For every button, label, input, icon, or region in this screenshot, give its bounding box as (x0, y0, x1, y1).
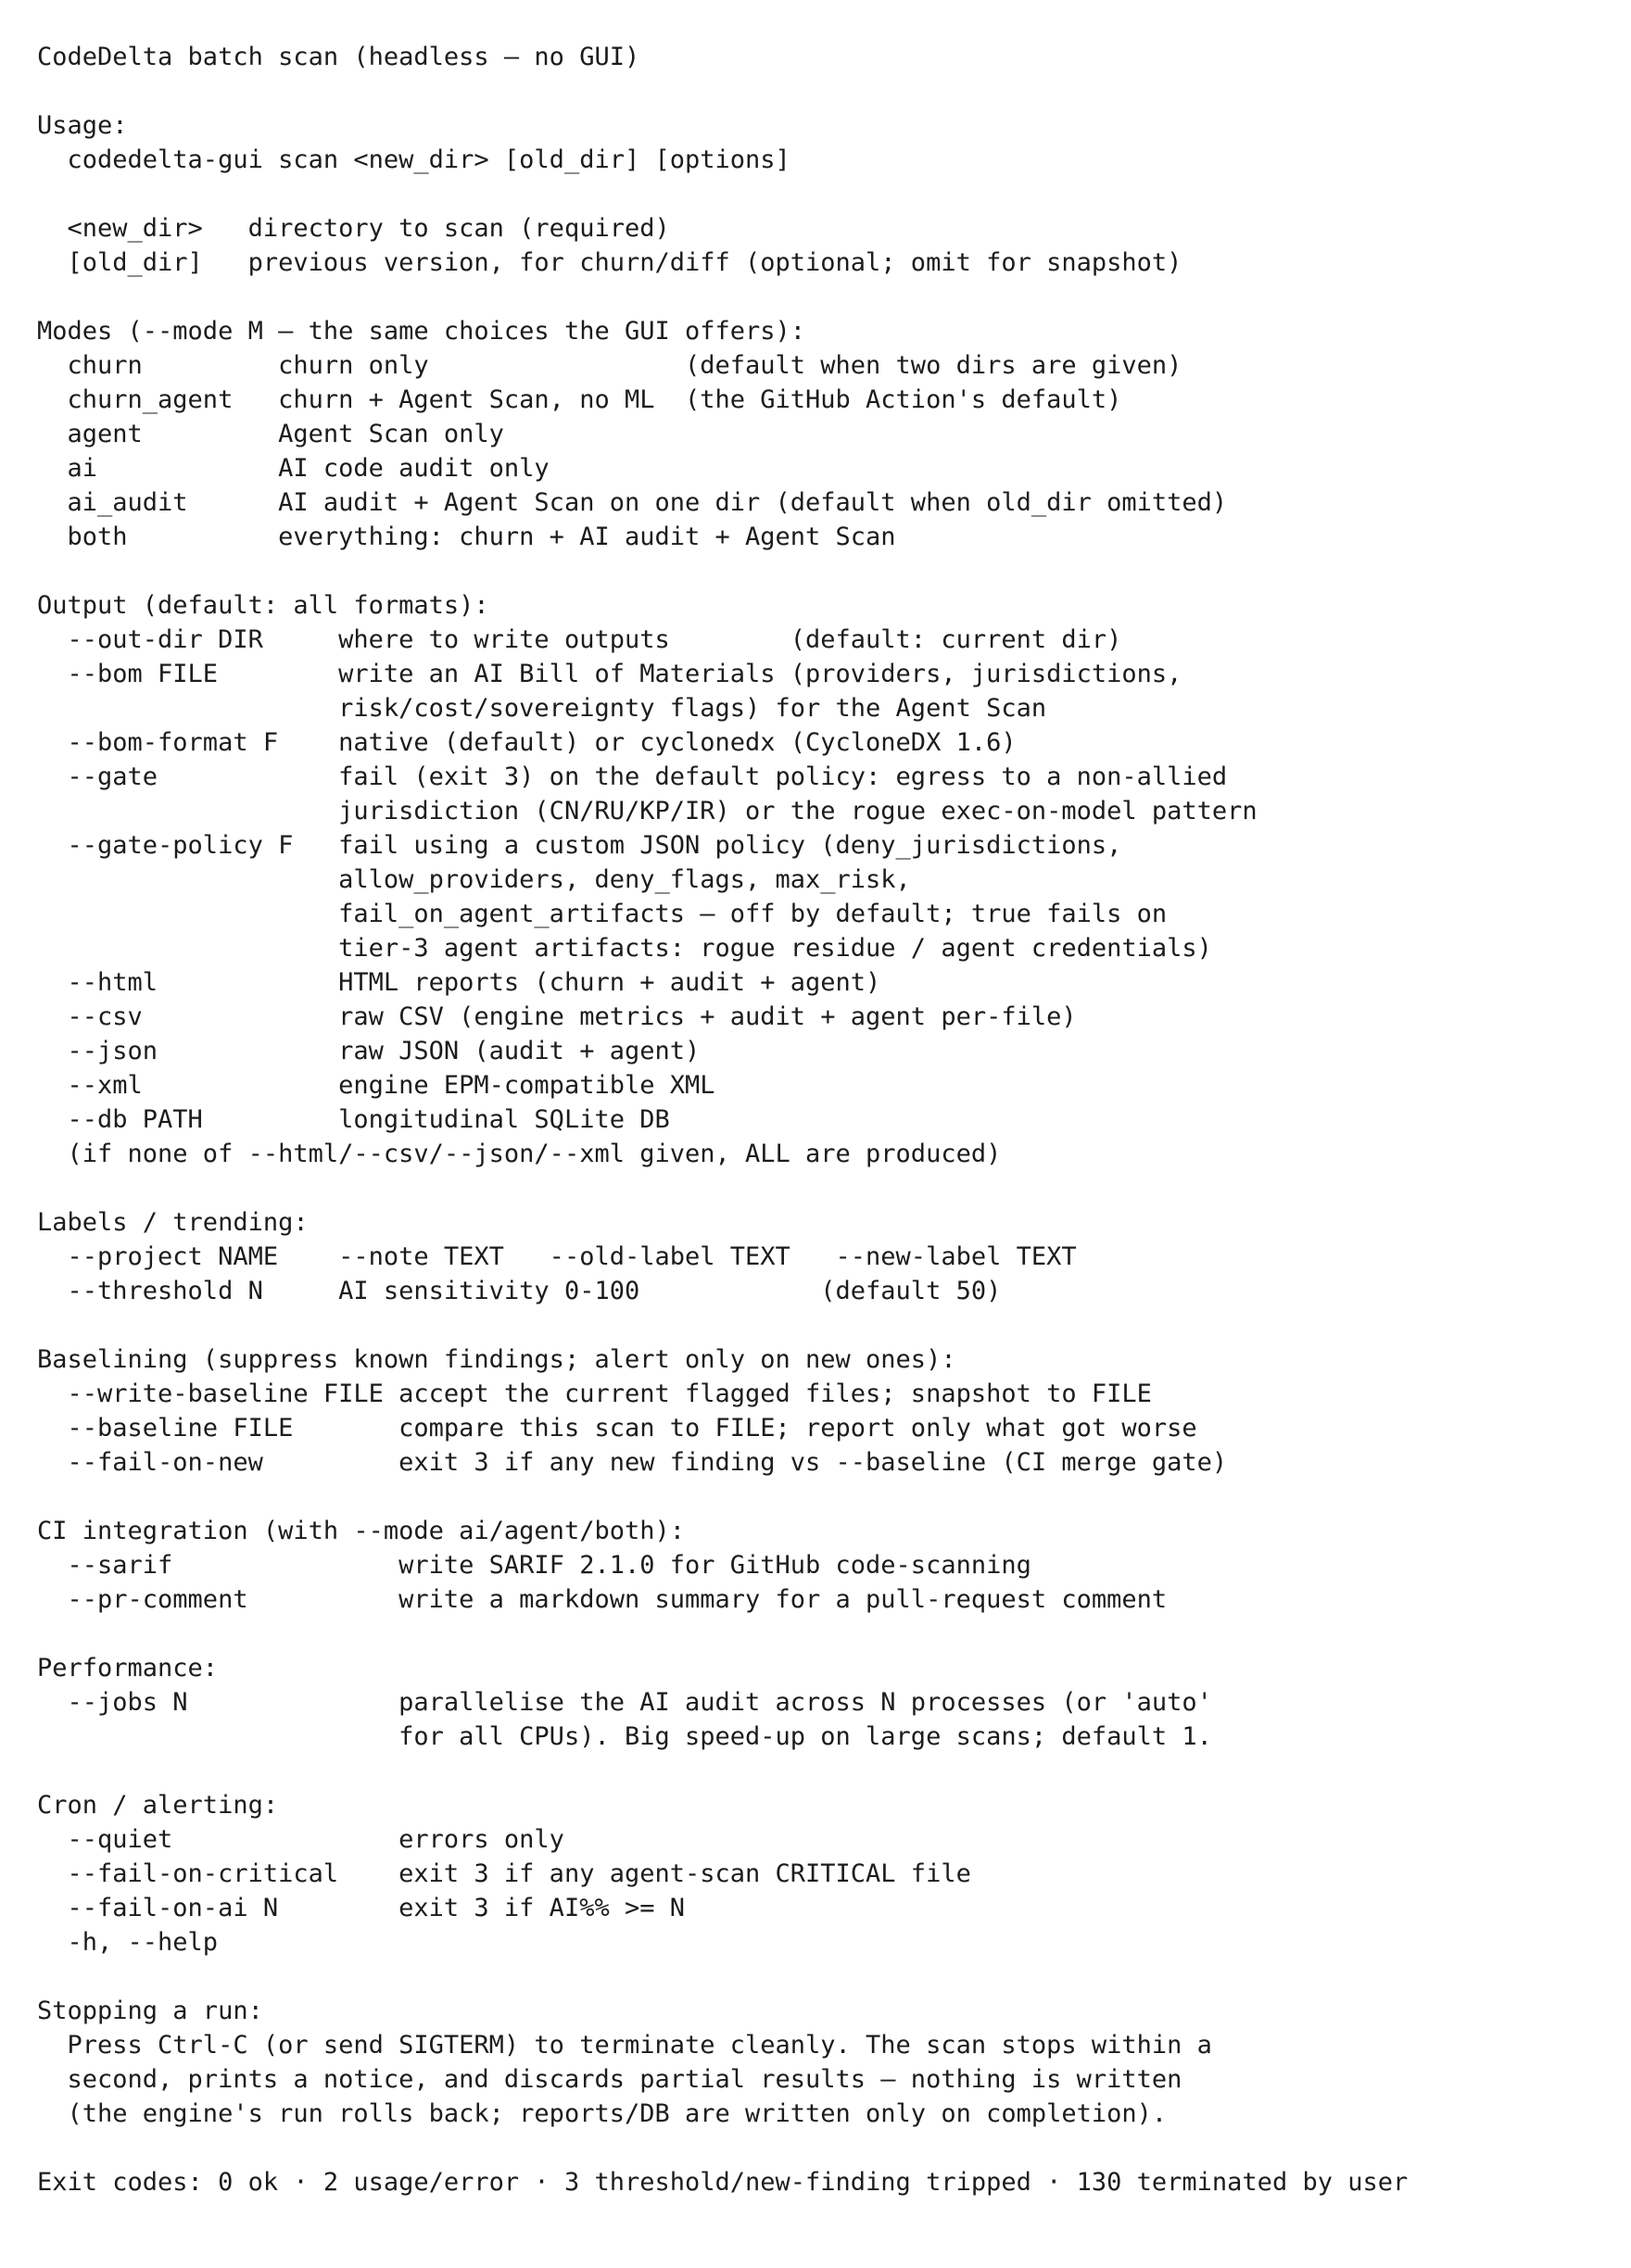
help-line (37, 554, 1631, 588)
help-line: [old_dir] previous version, for churn/diff (optional; omit for snapshot) (37, 248, 1182, 277)
help-line: --gate-policy F fail using a custom JSON policy (deny_jurisdictions, (37, 831, 1122, 860)
help-line: --sarif write SARIF 2.1.0 for GitHub code-scanning (37, 1551, 1031, 1580)
help-line (37, 1171, 1631, 1205)
help-line: --gate fail (exit 3) on the default policy: egress to a non-allied (37, 762, 1228, 791)
help-line: churn_agent churn + Agent Scan, no ML (the GitHub Action's default) (37, 385, 1122, 414)
help-line: --quiet errors only (37, 1825, 564, 1854)
help-line: --fail-on-ai N exit 3 if AI%% >= N (37, 1894, 685, 1922)
help-line: CI integration (with --mode ai/agent/both): (37, 1517, 685, 1545)
help-line: -h, --help (37, 1928, 219, 1957)
help-line: --baseline FILE compare this scan to FILE; report only what got worse (37, 1414, 1197, 1443)
help-line: --bom FILE write an AI Bill of Materials (providers, jurisdictions, (37, 660, 1182, 688)
help-line: Cron / alerting: (37, 1791, 279, 1820)
help-line: Performance: (37, 1654, 219, 1682)
help-line: both everything: churn + AI audit + Agent Scan (37, 523, 896, 551)
help-line: agent Agent Scan only (37, 420, 504, 448)
help-line (37, 74, 1631, 108)
help-line (37, 1959, 1631, 1994)
help-line: Output (default: all formats): (37, 591, 489, 620)
help-line: --xml engine EPM-compatible XML (37, 1071, 715, 1100)
help-line: --html HTML reports (churn + audit + agent) (37, 968, 881, 997)
help-line: second, prints a notice, and discards partial results — nothing is written (37, 2065, 1182, 2094)
help-line (37, 177, 1631, 211)
help-line: Usage: (37, 111, 128, 140)
help-line: --db PATH longitudinal SQLite DB (37, 1105, 670, 1134)
help-line: for all CPUs). Big speed-up on large scans; default 1. (37, 1722, 1212, 1751)
help-line: codedelta-gui scan <new_dir> [old_dir] [options] (37, 145, 790, 174)
help-line: fail_on_agent_artifacts — off by default; true fails on (37, 900, 1168, 928)
help-line (37, 1308, 1631, 1342)
help-line: --json raw JSON (audit + agent) (37, 1037, 701, 1065)
help-line: Baselining (suppress known findings; alert only on new ones): (37, 1345, 956, 1374)
help-line: --csv raw CSV (engine metrics + audit + agent per-file) (37, 1002, 1077, 1031)
help-line: Press Ctrl-C (or send SIGTERM) to terminate cleanly. The scan stops within a (37, 2031, 1212, 2060)
help-line: <new_dir> directory to scan (required) (37, 214, 670, 243)
help-line: --project NAME --note TEXT --old-label TEXT --new-label TEXT (37, 1242, 1077, 1271)
help-line (37, 1754, 1631, 1788)
help-line: --pr-comment write a markdown summary for a pull-request comment (37, 1585, 1168, 1614)
help-line: --fail-on-new exit 3 if any new finding vs --baseline (CI merge gate) (37, 1448, 1228, 1477)
help-line: risk/cost/sovereignty flags) for the Agent Scan (37, 694, 1047, 723)
help-line: ai AI code audit only (37, 454, 550, 483)
help-line: --threshold N AI sensitivity 0-100 (default 50) (37, 1277, 1002, 1305)
help-line: tier-3 agent artifacts: rogue residue / agent credentials) (37, 934, 1212, 963)
help-line (37, 1480, 1631, 1514)
help-line: allow_providers, deny_flags, max_risk, (37, 865, 911, 894)
help-line: --fail-on-critical exit 3 if any agent-scan CRITICAL file (37, 1859, 971, 1888)
help-line: --bom-format F native (default) or cyclonedx (CycloneDX 1.6) (37, 728, 1017, 757)
help-line: Exit codes: 0 ok · 2 usage/error · 3 threshold/new-finding tripped · 130 terminated by user (37, 2168, 1409, 2197)
help-line: CodeDelta batch scan (headless — no GUI) (37, 43, 640, 71)
help-line: (the engine's run rolls back; reports/DB are written only on completion). (37, 2099, 1168, 2128)
help-line: (if none of --html/--csv/--json/--xml given, ALL are produced) (37, 1140, 1002, 1168)
help-line: Labels / trending: (37, 1208, 309, 1237)
help-line: Stopping a run: (37, 1997, 263, 2025)
help-line: jurisdiction (CN/RU/KP/IR) or the rogue exec-on-model pattern (37, 797, 1258, 825)
help-line (37, 280, 1631, 314)
help-line (37, 1617, 1631, 1651)
help-line: --jobs N parallelise the AI audit across N processes (or 'auto' (37, 1688, 1212, 1717)
help-line: --write-baseline FILE accept the current flagged files; snapshot to FILE (37, 1380, 1152, 1408)
help-line (37, 2131, 1631, 2165)
help-line: Modes (--mode M — the same choices the GUI offers): (37, 317, 806, 346)
help-line: churn churn only (default when two dirs are given) (37, 351, 1182, 380)
help-line: ai_audit AI audit + Agent Scan on one dir (default when old_dir omitted) (37, 488, 1228, 517)
help-line: --out-dir DIR where to write outputs (default: current dir) (37, 625, 1122, 654)
